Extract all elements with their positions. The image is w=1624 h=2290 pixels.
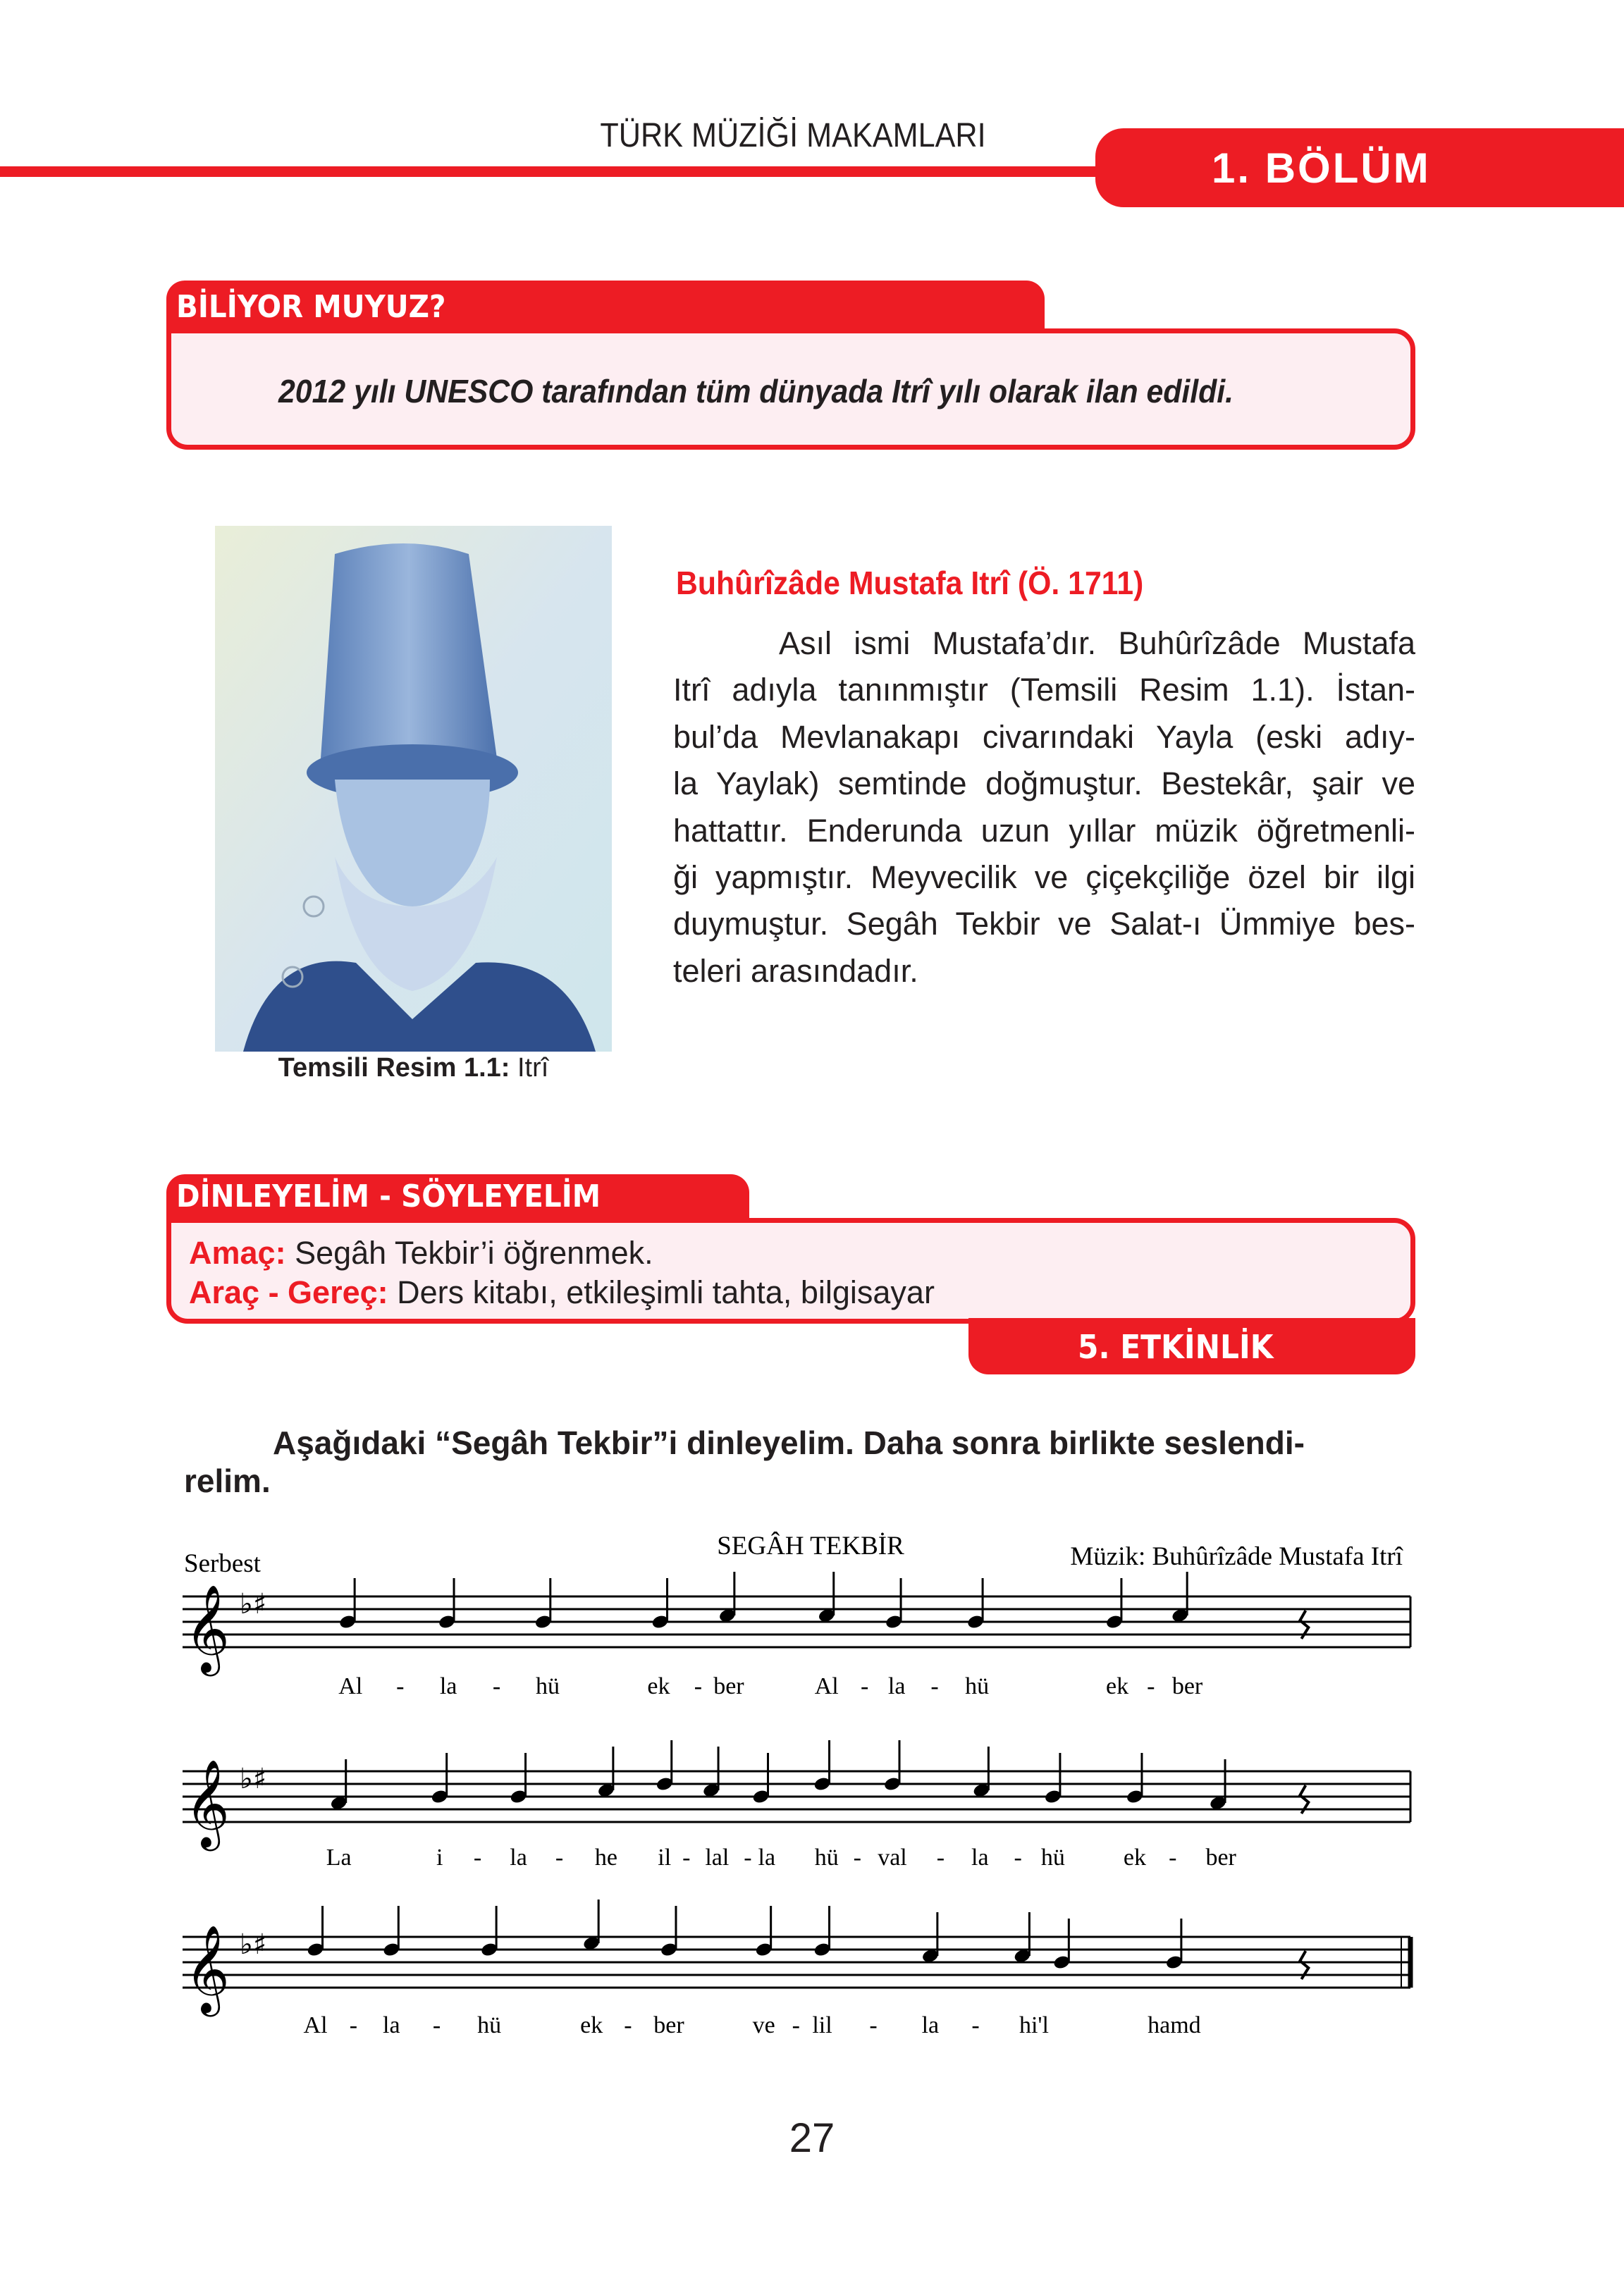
lyric-syllable: i <box>436 1845 443 1871</box>
lyric-syllable: hü <box>1040 1845 1065 1871</box>
lyric-syllable: - <box>869 2012 878 2038</box>
lyric-syllable: La <box>326 1845 352 1871</box>
caption-label: Temsili Resim 1.1: <box>278 1053 510 1083</box>
lyric-syllable: - <box>396 1673 405 1699</box>
bio-line: Asıl ismi Mustafa’dır. Buhûrîzâde Mustafa <box>779 625 1415 661</box>
lyric-syllable: lal <box>705 1845 730 1871</box>
bio-line: ği yapmıştır. Meyvecilik ve çiçekçiliğe özel bir ilgi <box>673 859 1415 896</box>
lyric-syllable: ber <box>1205 1845 1236 1871</box>
treble-clef-icon: 𝄞 <box>185 1925 230 2013</box>
lyric-syllable: ve <box>752 2012 775 2038</box>
lyric-syllable: - <box>1014 1845 1022 1871</box>
lyric-syllable: il <box>658 1845 672 1871</box>
listen-sing-label: DİNLEYELİM - SÖYLEYELİM <box>176 1178 601 1214</box>
aim-label: Amaç: <box>189 1235 286 1271</box>
lyric-syllable: ek <box>1123 1845 1146 1871</box>
lyric-syllable: - <box>682 1845 691 1871</box>
lyric-syllable: ek <box>647 1673 670 1699</box>
lyric-syllable: - <box>555 1845 564 1871</box>
lyric-syllable: hamd <box>1148 2012 1201 2038</box>
bio-line: duymuştur. Segâh Tekbir ve Salat-ı Ümmiye bes- <box>673 906 1415 942</box>
instruction-line: relim. <box>184 1463 271 1499</box>
aim-text: Segâh Tekbir’i öğrenmek. <box>285 1235 653 1271</box>
lyric-syllable: val <box>878 1845 907 1871</box>
bio-line: hattattır. Enderunda uzun yıllar müzik öğretmenli- <box>673 812 1415 849</box>
lyric-syllable: - <box>473 1845 482 1871</box>
instruction-line: Aşağıdaki “Segâh Tekbir”i dinleyelim. Daha sonra birlikte seslendi- <box>273 1424 1305 1461</box>
lyric-syllable: - <box>1169 1845 1177 1871</box>
lyric-syllable: hi'l <box>1019 2012 1049 2038</box>
tools-text: Ders kitabı, etkileşimli tahta, bilgisayar <box>388 1274 935 1310</box>
lyric-syllable: - <box>744 1845 752 1871</box>
lyric-syllable: la <box>921 2012 940 2038</box>
running-header-title: TÜRK MÜZİĞİ MAKAMLARI <box>600 117 986 154</box>
lyric-syllable: la <box>758 1845 776 1871</box>
key-signature-icon: ♭♯ <box>240 1588 267 1620</box>
lyric-syllable: - <box>349 2012 358 2038</box>
lyric-syllable: Al <box>303 2012 328 2038</box>
lyric-syllable: hü <box>965 1673 990 1699</box>
key-signature-icon: ♭♯ <box>240 1763 267 1795</box>
lyric-syllable: - <box>624 2012 632 2038</box>
lyric-syllable: - <box>853 1845 861 1871</box>
lyric-syllable: la <box>383 2012 400 2038</box>
lyric-syllable: hü <box>477 2012 502 2038</box>
bio-line: la Yaylak) semtinde doğmuştur. Bestekâr, şair ve <box>673 765 1415 802</box>
lyric-syllable: la <box>510 1845 527 1871</box>
activity-number-label: 5. ETKİNLİK <box>1078 1328 1274 1366</box>
caption-text: Itrî <box>510 1053 549 1083</box>
lyric-syllable: ek <box>1106 1673 1129 1699</box>
lyric-syllable: la <box>439 1673 457 1699</box>
lyric-syllable: Al <box>338 1673 363 1699</box>
lyric-syllable: - <box>971 2012 980 2038</box>
tempo-marking: Serbest <box>184 1549 261 1578</box>
page-number: 27 <box>789 2115 835 2161</box>
treble-clef-icon: 𝄞 <box>185 1759 230 1847</box>
bio-line: teleri arasındadır. <box>673 952 918 989</box>
lyric-syllable: la <box>971 1845 989 1871</box>
lyric-syllable: hü <box>814 1845 839 1871</box>
lyric-syllable: lil <box>812 2012 832 2038</box>
bio-line: Itrî adıyla tanınmıştır (Temsili Resim 1.1). İstan- <box>673 672 1415 708</box>
lyric-syllable: ber <box>713 1673 744 1699</box>
lyric-syllable: - <box>492 1673 501 1699</box>
tools-label: Araç - Gereç: <box>189 1274 388 1310</box>
composer-credit: Müzik: Buhûrîzâde Mustafa Itrî <box>1070 1542 1403 1571</box>
key-signature-icon: ♭♯ <box>240 1928 267 1961</box>
lyric-syllable: hü <box>536 1673 560 1699</box>
chapter-label: 1. BÖLÜM <box>1212 144 1431 192</box>
score-title: SEGÂH TEKBİR <box>717 1532 904 1560</box>
lyric-syllable: he <box>594 1845 617 1871</box>
bio-line: bul’da Mevlanakapı civarındaki Yayla (eski adıy- <box>673 718 1415 755</box>
lyric-syllable: - <box>860 1673 869 1699</box>
lyric-syllable: - <box>930 1673 939 1699</box>
lyric-syllable: - <box>1147 1673 1155 1699</box>
lyric-syllable: - <box>432 2012 441 2038</box>
treble-clef-icon: 𝄞 <box>185 1584 230 1673</box>
did-you-know-text: 2012 yılı UNESCO tarafından tüm dünyada Itrî yılı olarak ilan edildi. <box>278 373 1234 410</box>
bio-title: Buhûrîzâde Mustafa Itrî (Ö. 1711) <box>676 565 1144 601</box>
lyric-syllable: la <box>887 1673 906 1699</box>
did-you-know-label: BİLİYOR MUYUZ? <box>176 289 446 325</box>
lyric-syllable: Al <box>814 1673 839 1699</box>
lyric-syllable: - <box>792 2012 800 2038</box>
lyric-syllable: ek <box>580 2012 603 2038</box>
lyric-syllable: ber <box>653 2012 684 2038</box>
lyric-syllable: - <box>694 1673 703 1699</box>
lyric-syllable: - <box>936 1845 945 1871</box>
lyric-syllable: ber <box>1171 1673 1203 1699</box>
